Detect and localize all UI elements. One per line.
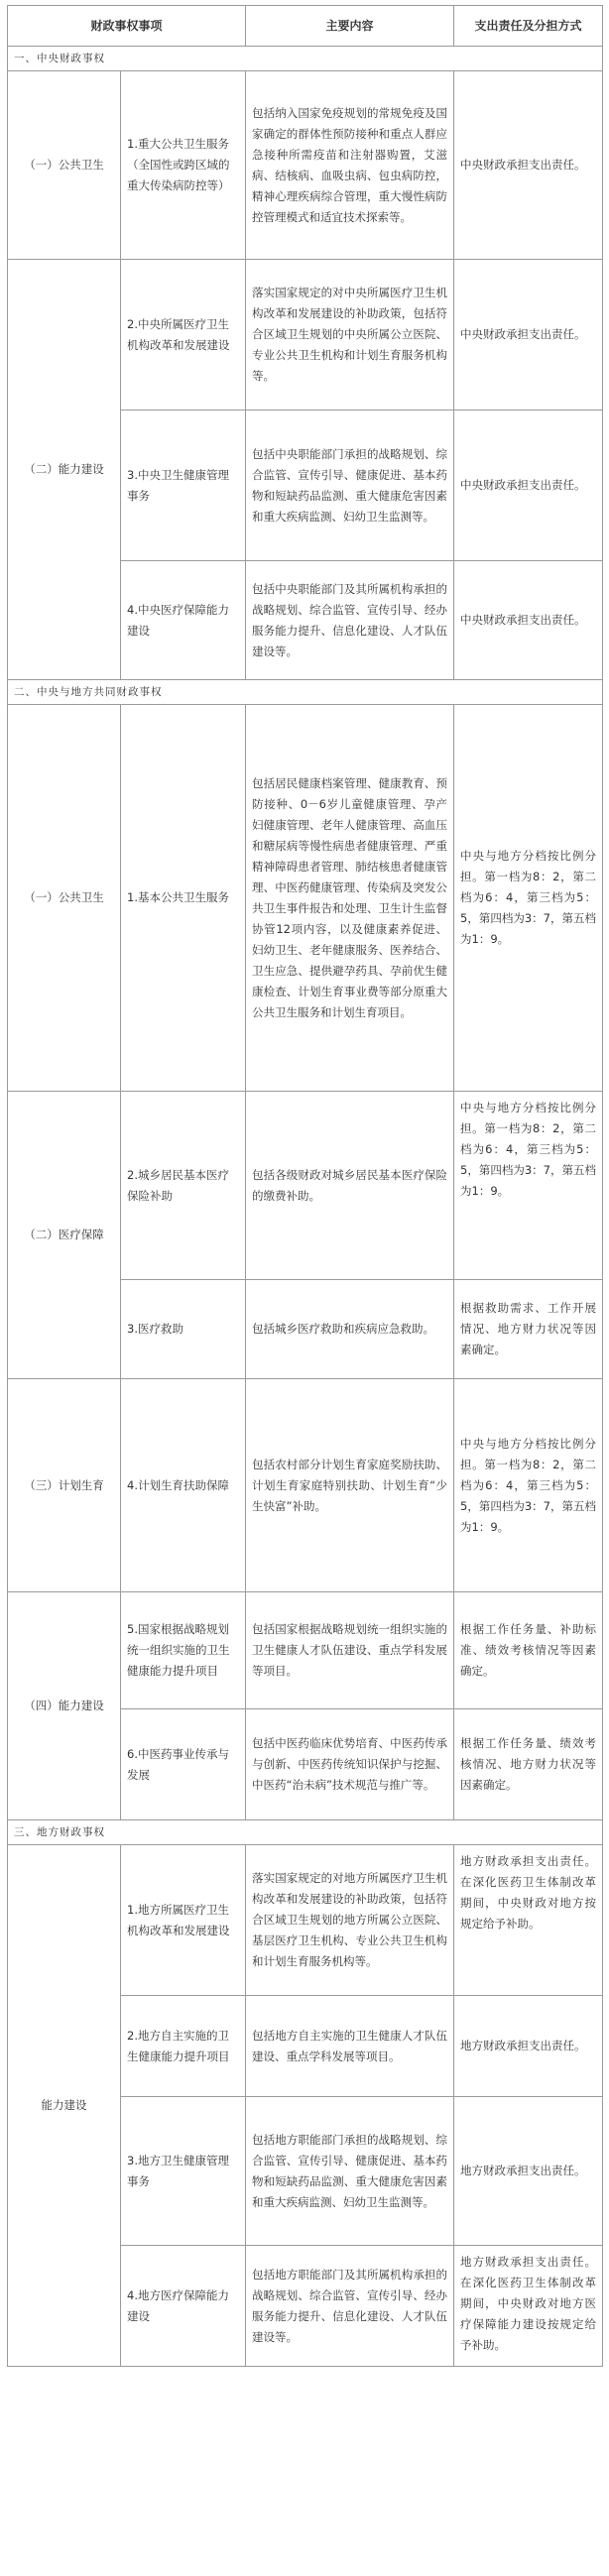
content-cell: 包括纳入国家免疫规划的常规免疫及国家确定的群体性预防接种和重点人群应急接种所需疫苗和注射器购置，艾滋病、结核病、血吸虫病、包虫病防控，精神心理疾病综合管理，重大慢性病防控管理模式和适宜技术探索等。 <box>246 71 454 260</box>
section-row <box>8 680 603 705</box>
responsibility-cell: 中央财政承担支出责任。 <box>454 410 603 561</box>
responsibility-cell: 中央与地方分档按比例分担。第一档为8：2，第二档为6：4，第三档为5：5，第四档为3：7，第五档为1：9。 <box>454 1092 603 1280</box>
category-cell: （二）能力建设 <box>8 260 121 680</box>
content-cell: 落实国家规定的对地方所属医疗卫生机构改革和发展建设的补助政策，包括符合区域卫生规划的地方所属公立医院、基层医疗卫生机构、专业公共卫生机构和计划生育服务机构等。 <box>246 1845 454 1996</box>
content-cell: 包括中央职能部门及其所属机构承担的战略规划、综合监管、宣传引导、经办服务能力提升、信息化建设、人才队伍建设等。 <box>246 561 454 680</box>
section-row <box>8 47 603 71</box>
header-main-content: 主要内容 <box>246 6 454 47</box>
table-header-row <box>8 6 603 47</box>
item-cell: 4.中央医疗保障能力建设 <box>121 561 246 680</box>
category-cell: （一）公共卫生 <box>8 705 121 1092</box>
content-cell: 包括地方职能部门及其所属机构承担的战略规划、综合监管、宣传引导、经办服务能力提升、信息化建设、人才队伍建设等。 <box>246 2246 454 2367</box>
section-title: 一、中央财政事权 <box>8 47 603 71</box>
responsibility-cell: 根据救助需求、工作开展情况、地方财力状况等因素确定。 <box>454 1280 603 1379</box>
item-cell: 2.城乡居民基本医疗保险补助 <box>121 1092 246 1280</box>
responsibility-cell: 地方财政承担支出责任。在深化医药卫生体制改革期间，中央财政对地方医疗保障能力建设按规定给予补助。 <box>454 2246 603 2367</box>
item-cell: 3.中央卫生健康管理事务 <box>121 410 246 561</box>
responsibility-cell: 地方财政承担支出责任。 <box>454 2097 603 2246</box>
content-cell: 包括地方自主实施的卫生健康人才队伍建设、重点学科发展等项目。 <box>246 1996 454 2097</box>
category-cell: （二）医疗保障 <box>8 1092 121 1379</box>
table-row <box>8 1845 603 1996</box>
content-cell: 包括地方职能部门承担的战略规划、综合监管、宣传引导、健康促进、基本药物和短缺药品监测、重大健康危害因素和重大疾病监测、妇幼卫生监测等。 <box>246 2097 454 2246</box>
section-title: 二、中央与地方共同财政事权 <box>8 680 603 705</box>
table-row <box>8 705 603 1092</box>
content-cell: 落实国家规定的对中央所属医疗卫生机构改革和发展建设的补助政策，包括符合区域卫生规划的中央所属公立医院、专业公共卫生机构和计划生育服务机构等。 <box>246 260 454 410</box>
item-cell: 2.中央所属医疗卫生机构改革和发展建设 <box>121 260 246 410</box>
category-cell: 能力建设 <box>8 1845 121 2367</box>
category-cell: （三）计划生育 <box>8 1379 121 1592</box>
content-cell: 包括中央职能部门承担的战略规划、综合监管、宣传引导、健康促进、基本药物和短缺药品监测、重大健康危害因素和重大疾病监测、妇幼卫生监测等。 <box>246 410 454 561</box>
section-row <box>8 1820 603 1845</box>
content-cell: 包括城乡医疗救助和疾病应急救助。 <box>246 1280 454 1379</box>
item-cell: 3.地方卫生健康管理事务 <box>121 2097 246 2246</box>
responsibility-cell: 中央与地方分档按比例分担。第一档为8：2，第二档为6：4，第三档为5：5，第四档为3：7，第五档为1：9。 <box>454 705 603 1092</box>
item-cell: 2.地方自主实施的卫生健康能力提升项目 <box>121 1996 246 2097</box>
category-cell: （一）公共卫生 <box>8 71 121 260</box>
item-cell: 4.计划生育扶助保障 <box>121 1379 246 1592</box>
table-row <box>8 71 603 260</box>
content-cell: 包括国家根据战略规划统一组织实施的卫生健康人才队伍建设、重点学科发展等项目。 <box>246 1592 454 1709</box>
responsibility-cell: 中央财政承担支出责任。 <box>454 561 603 680</box>
content-cell: 包括各级财政对城乡居民基本医疗保险的缴费补助。 <box>246 1092 454 1280</box>
item-cell: 1.基本公共卫生服务 <box>121 705 246 1092</box>
content-cell: 包括农村部分计划生育家庭奖励扶助、计划生育家庭特别扶助、计划生育“少生快富”补助。 <box>246 1379 454 1592</box>
responsibility-cell: 中央与地方分档按比例分担。第一档为8：2，第二档为6：4，第三档为5：5，第四档为3：7，第五档为1：9。 <box>454 1379 603 1592</box>
responsibility-cell: 中央财政承担支出责任。 <box>454 71 603 260</box>
item-cell: 6.中医药事业传承与发展 <box>121 1709 246 1820</box>
item-cell: 1.地方所属医疗卫生机构改革和发展建设 <box>121 1845 246 1996</box>
table-row <box>8 1379 603 1592</box>
responsibility-cell: 根据工作任务量、补助标准、绩效考核情况等因素确定。 <box>454 1592 603 1709</box>
responsibility-cell: 地方财政承担支出责任。 <box>454 1996 603 2097</box>
header-fiscal-item: 财政事权事项 <box>8 6 246 47</box>
responsibility-cell: 地方财政承担支出责任。在深化医药卫生体制改革期间，中央财政对地方按规定给予补助。 <box>454 1845 603 1996</box>
category-cell: （四）能力建设 <box>8 1592 121 1820</box>
responsibility-cell: 中央财政承担支出责任。 <box>454 260 603 410</box>
header-responsibility: 支出责任及分担方式 <box>454 6 603 47</box>
table-row <box>8 1092 603 1280</box>
section-title: 三、地方财政事权 <box>8 1820 603 1845</box>
content-cell: 包括居民健康档案管理、健康教育、预防接种、0－6岁儿童健康管理、孕产妇健康管理、老年人健康管理、高血压和糖尿病等慢性病患者健康管理、严重精神障碍患者管理、肺结核患者健康管理、中医药健康管理、传染病及突发公共卫生事件报告和处理、卫生计生监督协管12项内容，以及健康素养促进、妇幼卫生、老年健康服务、医养结合、卫生应急、提供避孕药具、孕前优生健康检查、计划生育事业费等部分原重大公共卫生服务和计划生育项目。 <box>246 705 454 1092</box>
responsibility-cell: 根据工作任务量、绩效考核情况、地方财力状况等因素确定。 <box>454 1709 603 1820</box>
item-cell: 1.重大公共卫生服务（全国性或跨区域的重大传染病防控等） <box>121 71 246 260</box>
item-cell: 3.医疗救助 <box>121 1280 246 1379</box>
table-row <box>8 260 603 410</box>
item-cell: 4.地方医疗保障能力建设 <box>121 2246 246 2367</box>
table-row <box>8 1592 603 1709</box>
item-cell: 5.国家根据战略规划统一组织实施的卫生健康能力提升项目 <box>121 1592 246 1709</box>
content-cell: 包括中医药临床优势培育、中医药传承与创新、中医药传统知识保护与挖掘、中医药“治未病”技术规范与推广等。 <box>246 1709 454 1820</box>
fiscal-responsibility-table <box>7 5 603 2367</box>
